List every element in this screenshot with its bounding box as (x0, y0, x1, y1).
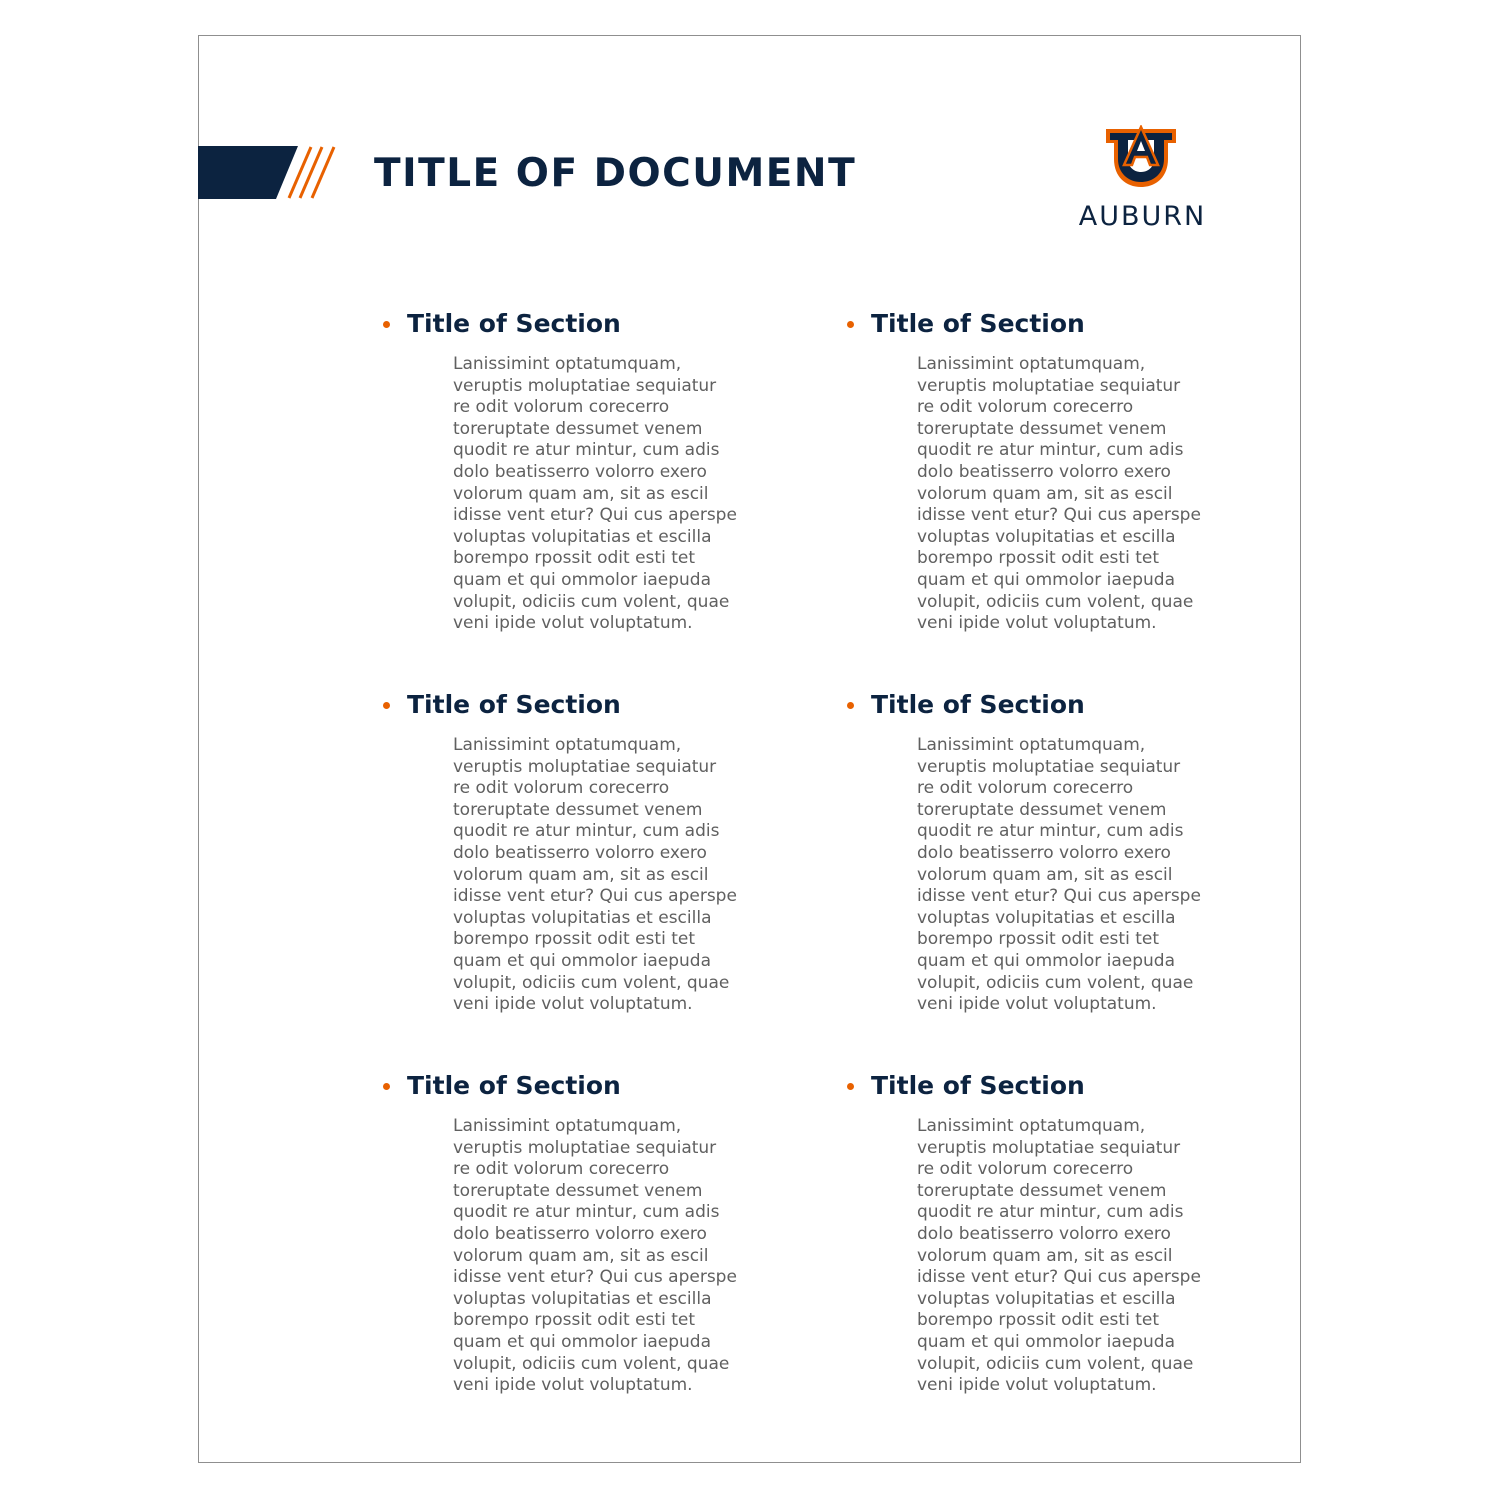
au-logo-icon (1102, 125, 1180, 191)
section-title: Title of Section (407, 1071, 621, 1100)
section-body: Lanissimint optatumquam, veruptis moluptatiae sequiatur re odit volorum corecerro toreruptate dessumet venem quodit re atur mintur, cum adis dolo beatisserro volorro exero volorum quam am, sit as escil idisse vent etur? Qui cus aperspe voluptas volupitatias et escilla borempo rpossit odit esti tet quam et qui ommolor iaepuda volupit, odiciis cum volent, quae veni ipide volut voluptatum. (453, 1116, 737, 1396)
section-title: Title of Section (871, 1071, 1085, 1100)
section-title: Title of Section (871, 690, 1085, 719)
bullet-icon (383, 1083, 390, 1090)
section-title: Title of Section (407, 690, 621, 719)
bullet-icon (847, 1083, 854, 1090)
header-accent-bar (198, 144, 340, 200)
bullet-icon (847, 702, 854, 709)
bullet-icon (847, 321, 854, 328)
section-body: Lanissimint optatumquam, veruptis moluptatiae sequiatur re odit volorum corecerro toreruptate dessumet venem quodit re atur mintur, cum adis dolo beatisserro volorro exero volorum quam am, sit as escil idisse vent etur? Qui cus aperspe voluptas volupitatias et escilla borempo rpossit odit esti tet quam et qui ommolor iaepuda volupit, odiciis cum volent, quae veni ipide volut voluptatum. (917, 1116, 1201, 1396)
section-body: Lanissimint optatumquam, veruptis moluptatiae sequiatur re odit volorum corecerro toreruptate dessumet venem quodit re atur mintur, cum adis dolo beatisserro volorro exero volorum quam am, sit as escil idisse vent etur? Qui cus aperspe voluptas volupitatias et escilla borempo rpossit odit esti tet quam et qui ommolor iaepuda volupit, odiciis cum volent, quae veni ipide volut voluptatum. (453, 354, 737, 634)
section-body: Lanissimint optatumquam, veruptis moluptatiae sequiatur re odit volorum corecerro toreruptate dessumet venem quodit re atur mintur, cum adis dolo beatisserro volorro exero volorum quam am, sit as escil idisse vent etur? Qui cus aperspe voluptas volupitatias et escilla borempo rpossit odit esti tet quam et qui ommolor iaepuda volupit, odiciis cum volent, quae veni ipide volut voluptatum. (453, 735, 737, 1015)
section-title: Title of Section (407, 309, 621, 338)
auburn-wordmark: AUBURN (1078, 201, 1207, 232)
bullet-icon (383, 702, 390, 709)
section-title: Title of Section (871, 309, 1085, 338)
section-body: Lanissimint optatumquam, veruptis moluptatiae sequiatur re odit volorum corecerro toreruptate dessumet venem quodit re atur mintur, cum adis dolo beatisserro volorro exero volorum quam am, sit as escil idisse vent etur? Qui cus aperspe voluptas volupitatias et escilla borempo rpossit odit esti tet quam et qui ommolor iaepuda volupit, odiciis cum volent, quae veni ipide volut voluptatum. (917, 354, 1201, 634)
bullet-icon (383, 321, 390, 328)
auburn-logo (1060, 122, 1225, 237)
document-title: TITLE OF DOCUMENT (374, 151, 857, 196)
section-body: Lanissimint optatumquam, veruptis moluptatiae sequiatur re odit volorum corecerro toreruptate dessumet venem quodit re atur mintur, cum adis dolo beatisserro volorro exero volorum quam am, sit as escil idisse vent etur? Qui cus aperspe voluptas volupitatias et escilla borempo rpossit odit esti tet quam et qui ommolor iaepuda volupit, odiciis cum volent, quae veni ipide volut voluptatum. (917, 735, 1201, 1015)
